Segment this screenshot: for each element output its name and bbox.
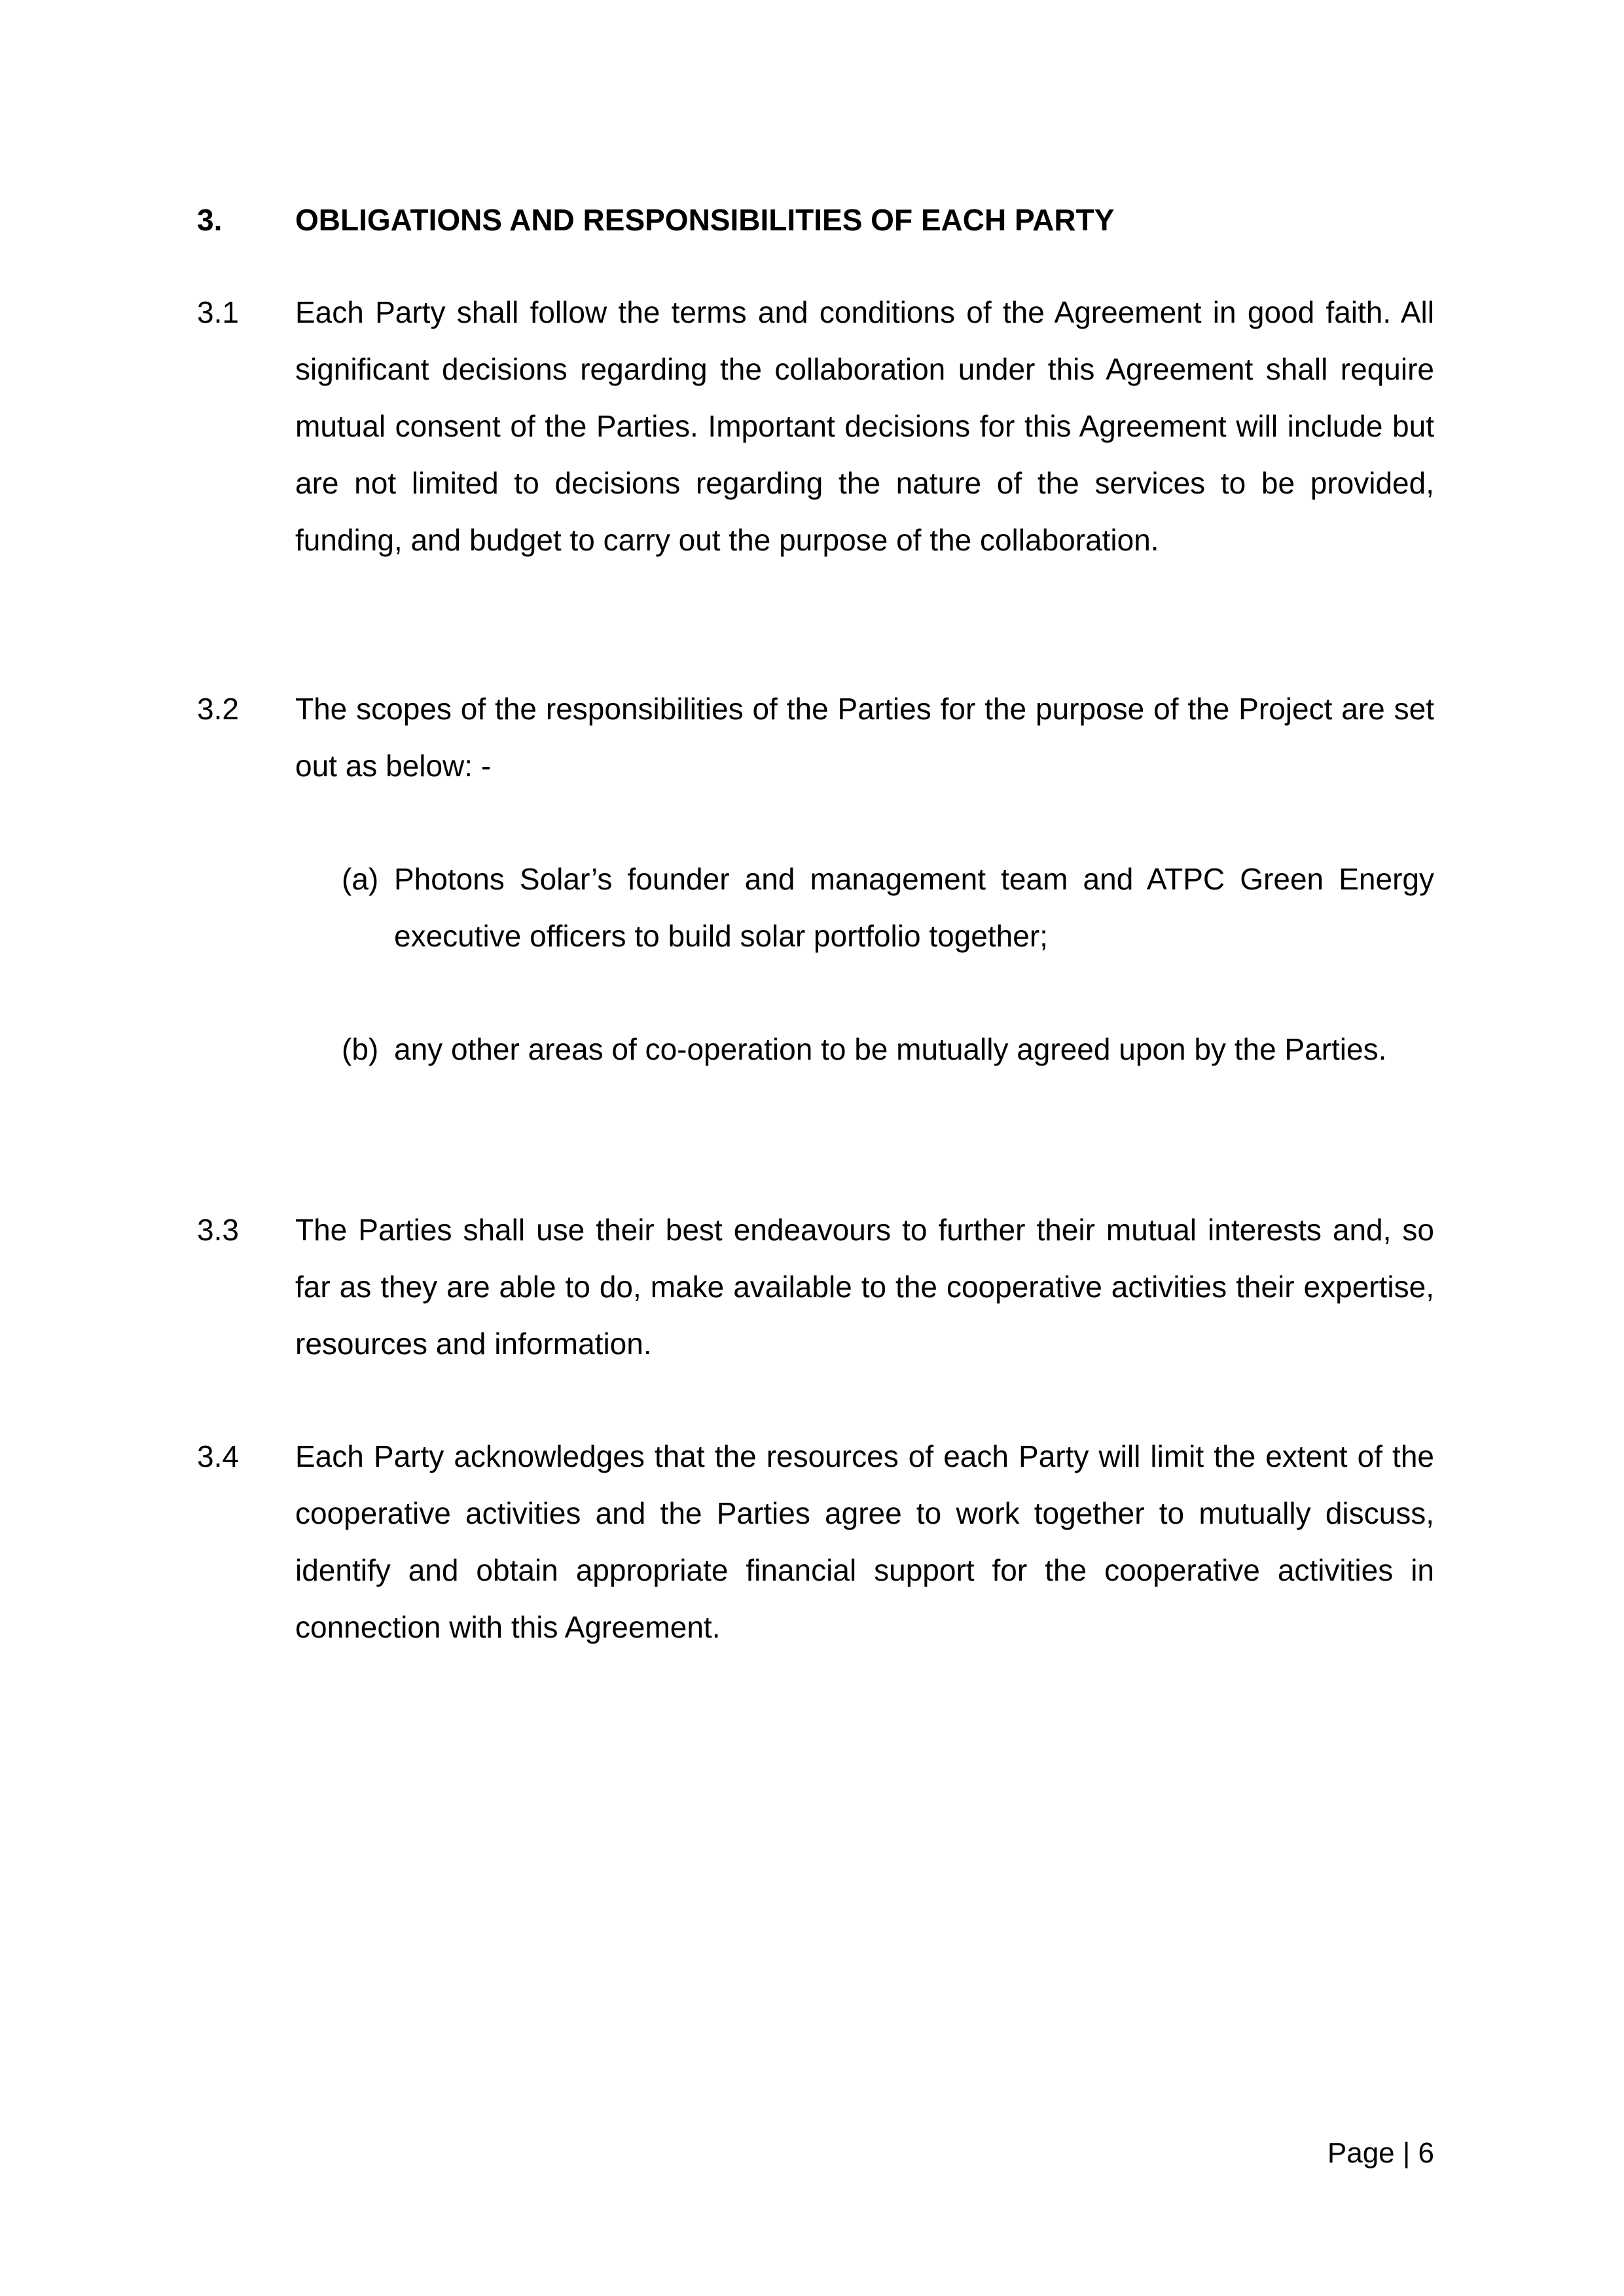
item-text: Photons Solar’s founder and management team and ATPC Green Energy executive officers to build solar portfolio together; xyxy=(394,862,1434,953)
clause-text: The scopes of the responsibilities of the Parties for the purpose of the Project are set out as below: - xyxy=(295,692,1434,783)
clause-number: 3.1 xyxy=(197,295,239,329)
page-number: Page | 6 xyxy=(1327,2137,1434,2169)
clause-text: The Parties shall use their best endeavours to further their mutual interests and, so far as they are able to do, make available to the cooperative activities their expertise, resources and information. xyxy=(295,1213,1434,1361)
item-label: (b) xyxy=(342,1032,379,1066)
clause-number: 3.3 xyxy=(197,1213,239,1247)
section-number: 3. xyxy=(197,203,223,237)
item-label: (a) xyxy=(342,862,379,896)
clause-text: Each Party acknowledges that the resources of each Party will limit the extent of the cooperative activities and the Parties agree to work together to mutually discuss, identify and obtain appropriate financial support for the cooperative activities in connection with this Agreement. xyxy=(295,1439,1434,1644)
clause-number: 3.2 xyxy=(197,692,239,726)
clause-text: Each Party shall follow the terms and conditions of the Agreement in good faith. All significant decisions regarding the collaboration under this Agreement shall require mutual consent of the Parties. Important decisions for this Agreement will include but are not limited to decisions regarding the nature of the services to be provided, funding, and budget to carry out the purpose of the collaboration. xyxy=(295,295,1434,557)
clause-number: 3.4 xyxy=(197,1439,239,1473)
item-text: any other areas of co-operation to be mutually agreed upon by the Parties. xyxy=(394,1032,1387,1066)
section-title: OBLIGATIONS AND RESPONSIBILITIES OF EACH PARTY xyxy=(295,203,1115,237)
